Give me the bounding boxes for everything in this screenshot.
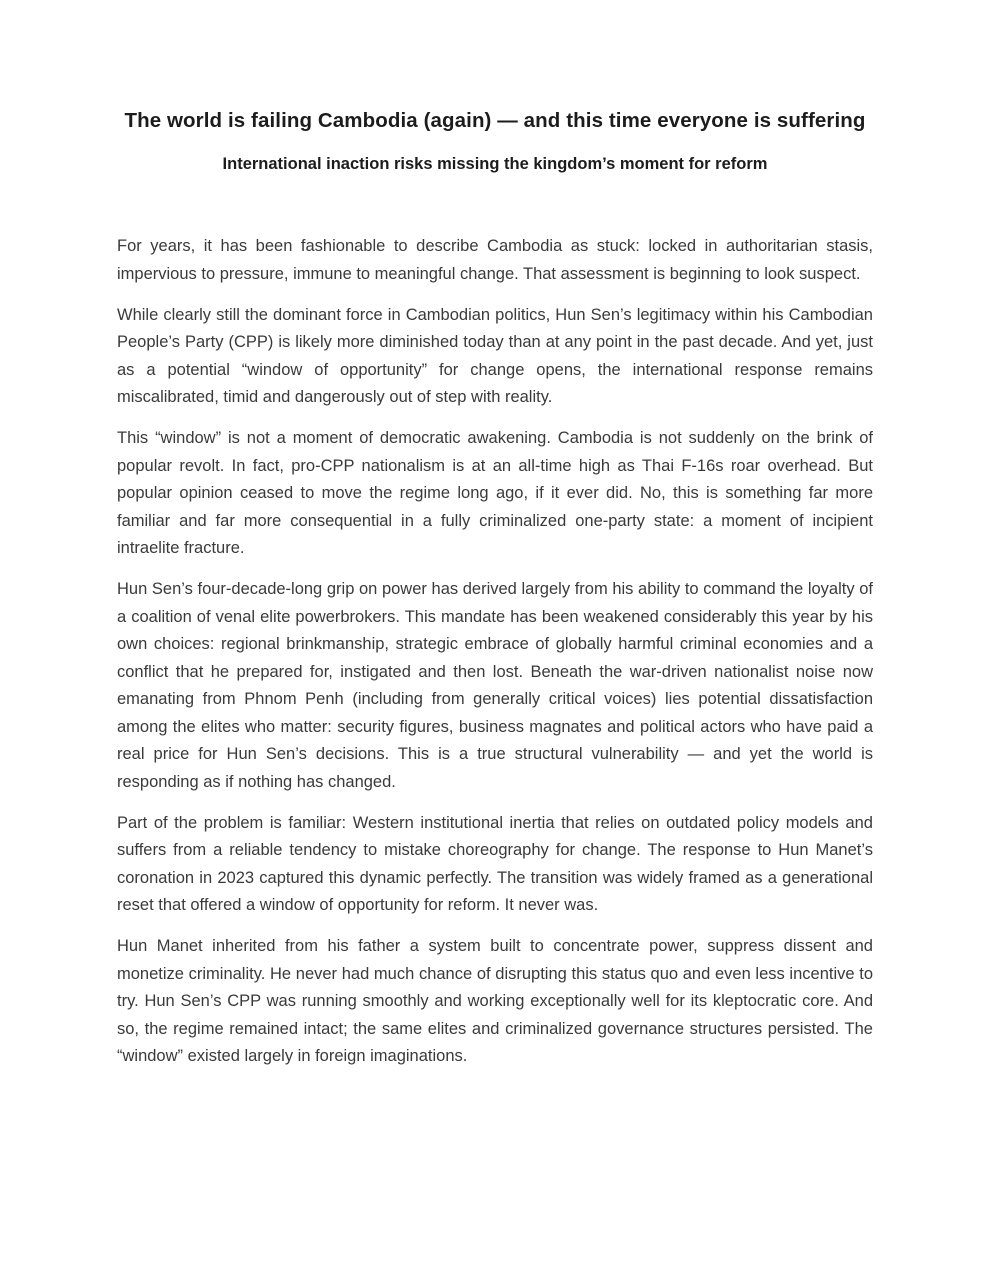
paragraph-2: While clearly still the dominant force in Cambodian politics, Hun Sen’s legitimacy within his Cambodian People’s Party (CPP) is likely more diminished today than at any point in the past decade. And yet, just as a potential “window of opportunity” for change opens, the international response remains miscalibrated, timid and dangerously out of step with reality.	[117, 305, 873, 406]
paragraph-4: Hun Sen’s four-decade-long grip on power has derived largely from his ability to command the loyalty of a coalition of venal elite powerbrokers. This mandate has been weakened considerably this year by his own choices: regional brinkmanship, strategic embrace of globally harmful criminal economies and a conflict that he prepared for, instigated and then lost. Beneath the war-driven nationalist noise now emanating from Phnom Penh (including from generally critical voices) lies potential dissatisfaction among the elites who matter: security figures, business magnates and political actors who have paid a real price for Hun Sen’s decisions. This is a true structural vulnerability — and yet the world is responding as if nothing has changed.	[117, 580, 873, 791]
paragraph-1: For years, it has been fashionable to describe Cambodia as stuck: locked in authoritarian stasis, impervious to pressure, immune to meaningful change. That assessment is beginning to look suspect.	[117, 237, 873, 283]
article-title: The world is failing Cambodia (again) — and this time everyone is suffering	[124, 109, 866, 132]
article-subtitle: International inaction risks missing the kingdom’s moment for reform	[222, 155, 768, 173]
paragraph-3: This “window” is not a moment of democratic awakening. Cambodia is not suddenly on the brink of popular revolt. In fact, pro-CPP nationalism is at an all-time high as Thai F-16s roar overhead. But popular opinion ceased to move the regime long ago, if it ever did. No, this is something far more familiar and far more consequential in a fully criminalized one-party state: a moment of incipient intraelite fracture.	[117, 429, 873, 557]
paragraph-5: Part of the problem is familiar: Western institutional inertia that relies on outdated policy models and suffers from a reliable tendency to mistake choreography for change. The response to Hun Manet’s coronation in 2023 captured this dynamic perfectly. The transition was widely framed as a generational reset that offered a window of opportunity for reform. It never was.	[117, 813, 873, 914]
article-body	[117, 233, 873, 1071]
paragraph-6: Hun Manet inherited from his father a system built to concentrate power, suppress dissent and monetize criminality. He never had much chance of disrupting this status quo and even less incentive to try. Hun Sen’s CPP was running smoothly and working exceptionally well for its kleptocratic core. And so, the regime remained intact; the same elites and criminalized governance structures persisted. The “window” existed largely in foreign imaginations.	[117, 937, 873, 1065]
